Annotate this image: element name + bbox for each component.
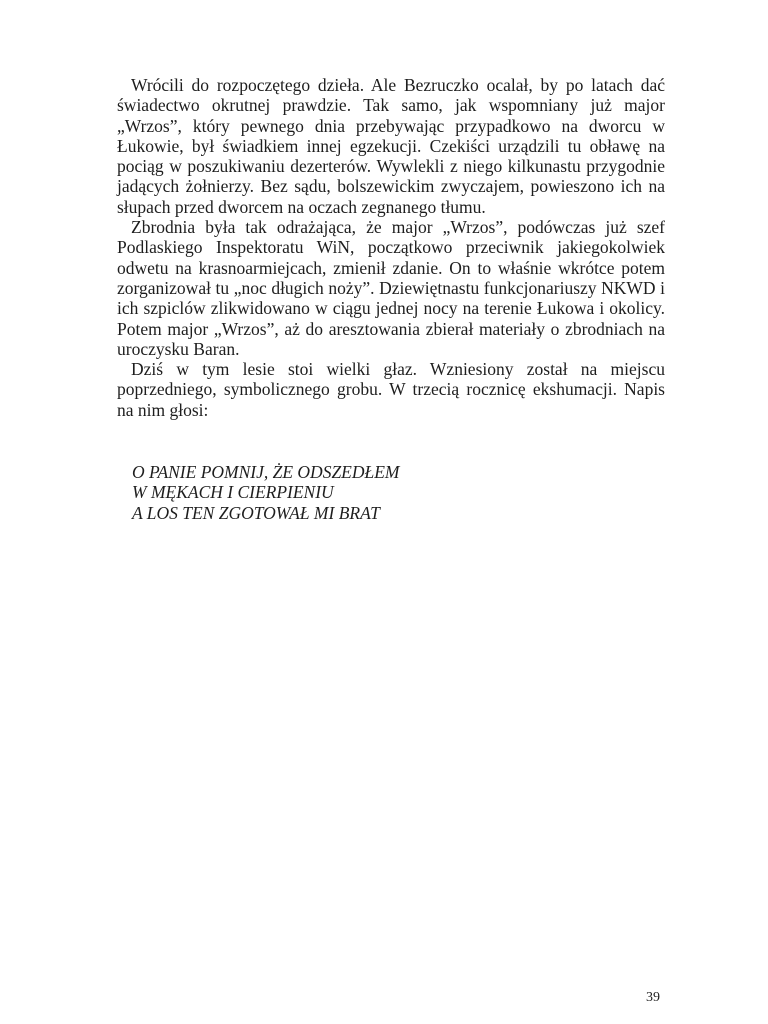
page-number: 39 (646, 990, 660, 1005)
paragraph-1: Wrócili do rozpoczętego dzieła. Ale Bezruczko ocalał, by po latach dać świadectwo okrutnej prawdzie. Tak samo, jak wspomniany już major „Wrzos”, który pewnego dnia przebywając przypadkowo na dworcu w Łukowie, był świadkiem innej egzekucji. Czekiści urządzili tu obławę na pociąg w poszukiwaniu dezerterów. Wywlekli z niego kilkunastu przygodnie jadących żołnierzy. Bez sądu, bolszewickim zwyczajem, powieszono ich na słupach przed dworcem na oczach zegnanego tłumu. (117, 75, 665, 217)
inscription-line-1: O PANIE POMNIJ, ŻE ODSZEDŁEM (132, 462, 400, 482)
stone-inscription (132, 462, 652, 523)
body-text (117, 75, 665, 420)
inscription-line-3: A LOS TEN ZGOTOWAŁ MI BRAT (132, 502, 380, 523)
paragraph-3: Dziś w tym lesie stoi wielki głaz. Wzniesiony został na miejscu poprzedniego, symbolicznego grobu. W trzecią rocznicę ekshumacji. Napis na nim głosi: (117, 359, 665, 420)
paragraph-2: Zbrodnia była tak odrażająca, że major „Wrzos”, podówczas już szef Podlaskiego Inspektoratu WiN, początkowo przeciwnik jakiegokolwiek odwetu na krasnoarmiejcach, zmienił zdanie. On to właśnie wkrótce potem zorganizował tu „noc długich noży”. Dziewiętnastu funkcjonariuszy NKWD i ich szpiclów zlikwidowano w ciągu jednej nocy na terenie Łukowa i okolicy. Potem major „Wrzos”, aż do aresztowania zbierał materiały o zbrodniach na uroczysku Baran. (117, 217, 665, 359)
inscription-line-2: W MĘKACH I CIERPIENIU (132, 482, 334, 503)
